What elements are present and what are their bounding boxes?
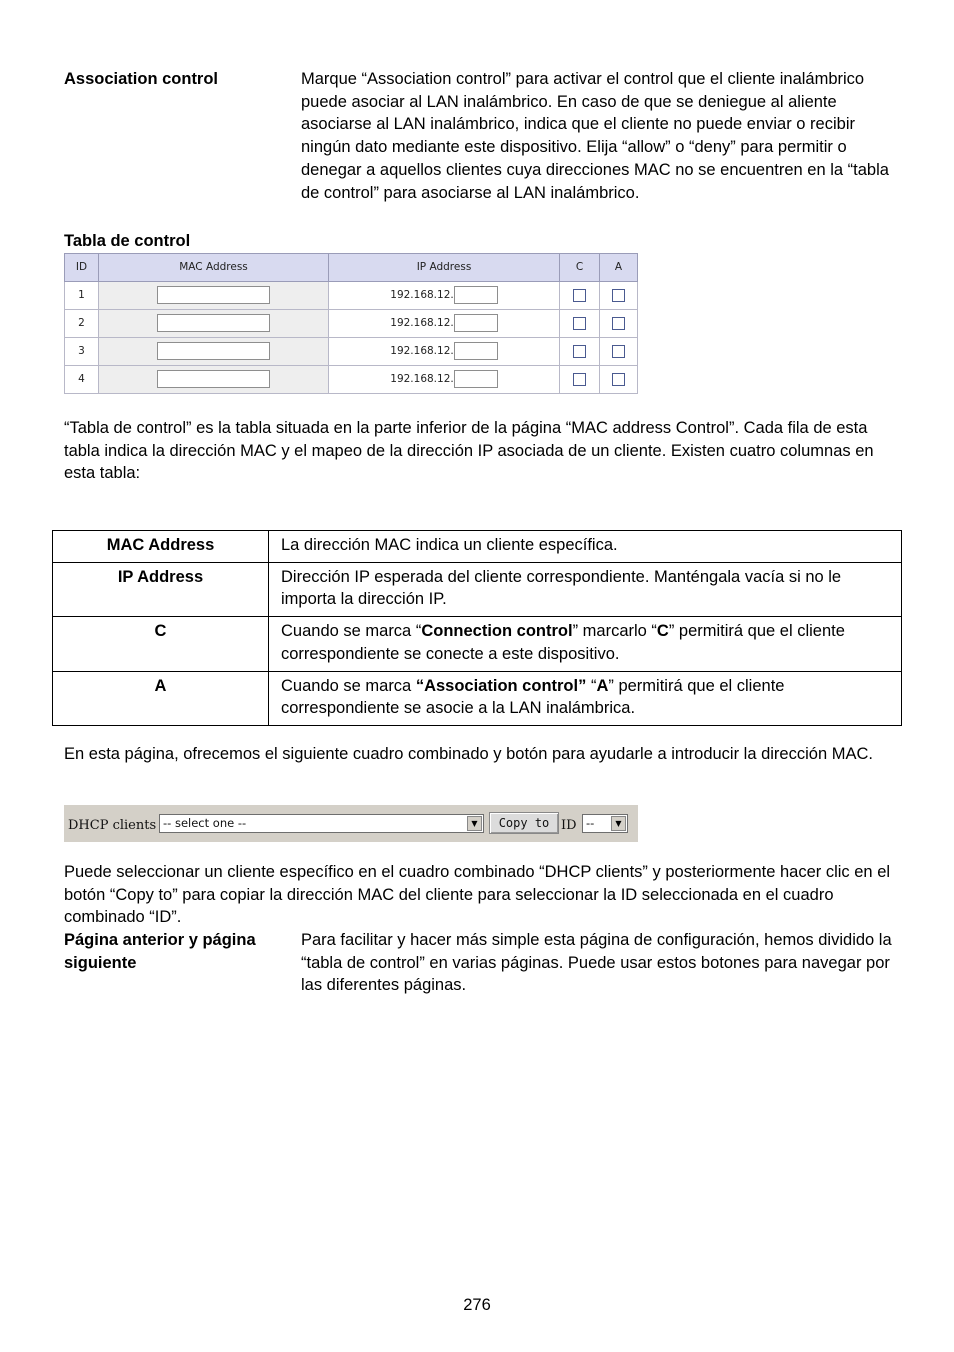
table-row <box>53 671 902 725</box>
connection-checkbox[interactable] <box>573 373 586 386</box>
desc-c-post: ” permitirá que el cliente correspondiente se conecte a este dispositivo. <box>281 622 845 663</box>
dhcp-clients-bar <box>64 805 638 842</box>
column-key-ip: IP Address <box>53 562 269 616</box>
dhcp-clients-selected: -- select one -- <box>163 816 247 830</box>
ip-prefix: 192.168.12. <box>390 317 454 330</box>
mac-address-input[interactable] <box>157 342 270 360</box>
header-ip-address: IP Address <box>329 254 560 282</box>
ip-cell <box>329 338 560 366</box>
control-table-heading: Tabla de control <box>64 232 191 250</box>
column-key-c: C <box>53 617 269 671</box>
ip-prefix: 192.168.12. <box>390 289 454 302</box>
mac-address-input[interactable] <box>157 314 270 332</box>
association-checkbox[interactable] <box>612 345 625 358</box>
a-cell <box>600 366 638 394</box>
ip-suffix-input[interactable] <box>454 342 498 360</box>
column-desc-ip: Dirección IP esperada del cliente correspondiente. Manténgala vacía si no le importa la dirección IP. <box>269 562 902 616</box>
connection-checkbox[interactable] <box>573 317 586 330</box>
column-desc-a <box>269 671 902 725</box>
pages-term: Página anterior y página siguiente <box>64 931 256 972</box>
desc-a-post: ” permitirá que el cliente correspondiente se asocie a la LAN inalámbrica. <box>281 676 785 718</box>
desc-a-mid: “ <box>586 676 597 695</box>
id-selected: -- <box>586 816 595 830</box>
table-row <box>53 617 902 671</box>
association-control-text: Marque “Association control” para activar el control que el cliente inalámbrico puede asociar al LAN inalámbrico. En caso de que se deniegue al aliente asociarse al LAN inalámbrico, indica que el cliente no puede enviar o recibir ningún dato mediante este dispositivo. Elija “allow” o “deny” para permitir o denegar a aquellos clientes cuya direcciones MAC no se encuentren en la “tabla de control” para asociarse al LAN inalámbrico. <box>301 70 889 202</box>
c-cell <box>560 366 600 394</box>
header-c: C <box>560 254 600 282</box>
desc-a-bold-a: A <box>596 676 609 695</box>
ip-suffix-input[interactable] <box>454 314 498 332</box>
desc-c-mid: ” marcarlo “ <box>572 622 657 641</box>
column-desc-mac: La dirección MAC indica un cliente específica. <box>269 531 902 563</box>
c-cell <box>560 310 600 338</box>
table-row <box>65 310 638 338</box>
ip-cell <box>329 282 560 310</box>
mac-cell <box>99 282 329 310</box>
association-checkbox[interactable] <box>612 373 625 386</box>
dhcp-clients-label: DHCP clients <box>68 818 157 833</box>
ip-prefix: 192.168.12. <box>390 345 454 358</box>
connection-checkbox[interactable] <box>573 289 586 302</box>
mac-address-input[interactable] <box>157 370 270 388</box>
header-id: ID <box>65 254 99 282</box>
association-checkbox[interactable] <box>612 317 625 330</box>
control-table <box>64 253 638 394</box>
header-a: A <box>600 254 638 282</box>
connection-checkbox[interactable] <box>573 345 586 358</box>
control-table-header <box>65 254 638 282</box>
chevron-down-icon[interactable]: ▼ <box>611 816 626 831</box>
row-id: 1 <box>65 282 99 310</box>
table-row <box>53 531 902 563</box>
desc-c-bold-c: C <box>656 622 669 641</box>
ip-suffix-input[interactable] <box>454 286 498 304</box>
pages-text: Para facilitar y hacer más simple esta página de configuración, hemos dividido la “tabla de control” en varias páginas. Puede usar estos botones para navegar por las diferentes páginas. <box>301 931 892 995</box>
desc-c-pre: Cuando se marca “ <box>281 622 422 641</box>
column-key-mac: MAC Address <box>53 531 269 563</box>
header-mac-address: MAC Address <box>99 254 329 282</box>
mac-cell <box>99 366 329 394</box>
ip-cell <box>329 366 560 394</box>
id-select[interactable] <box>582 814 628 833</box>
column-desc-c <box>269 617 902 671</box>
c-cell <box>560 282 600 310</box>
desc-c-bold-connection: Connection control <box>421 622 573 641</box>
ip-prefix: 192.168.12. <box>390 373 454 386</box>
ip-cell <box>329 310 560 338</box>
chevron-down-icon[interactable]: ▼ <box>467 816 482 831</box>
mac-cell <box>99 338 329 366</box>
table-row <box>65 282 638 310</box>
dhcp-clients-select[interactable] <box>159 814 484 833</box>
page-number: 276 <box>463 1296 491 1314</box>
association-control-term: Association control <box>64 70 219 88</box>
mac-cell <box>99 310 329 338</box>
combo-intro-paragraph: En esta página, ofrecemos el siguiente cuadro combinado y botón para ayudarle a introducir la dirección MAC. <box>64 745 873 763</box>
column-key-a: A <box>53 671 269 725</box>
a-cell <box>600 282 638 310</box>
a-cell <box>600 310 638 338</box>
row-id: 2 <box>65 310 99 338</box>
id-label: ID <box>561 818 577 833</box>
columns-description-table <box>52 530 902 726</box>
table-row <box>53 562 902 616</box>
association-checkbox[interactable] <box>612 289 625 302</box>
c-cell <box>560 338 600 366</box>
table-intro-paragraph: “Tabla de control” es la tabla situada en la parte inferior de la página “MAC address Control”. Cada fila de esta tabla indica la dirección MAC y el mapeo de la dirección IP asociada de un cliente. Existen cuatro columnas en esta tabla: <box>64 419 874 483</box>
mac-address-input[interactable] <box>157 286 270 304</box>
row-id: 4 <box>65 366 99 394</box>
desc-a-pre: Cuando se marca <box>281 676 416 695</box>
ip-suffix-input[interactable] <box>454 370 498 388</box>
table-row <box>65 366 638 394</box>
a-cell <box>600 338 638 366</box>
combo-after-paragraph: Puede seleccionar un cliente específico en el cuadro combinado “DHCP clients” y posteriormente hacer clic en el botón “Copy to” para copiar la dirección MAC del cliente para seleccionar la ID seleccionada en el cuadro combinado “ID”. <box>64 863 891 927</box>
row-id: 3 <box>65 338 99 366</box>
copy-to-button[interactable]: Copy to <box>489 812 559 834</box>
table-row <box>65 338 638 366</box>
desc-a-bold-association: “Association control” <box>415 676 587 695</box>
